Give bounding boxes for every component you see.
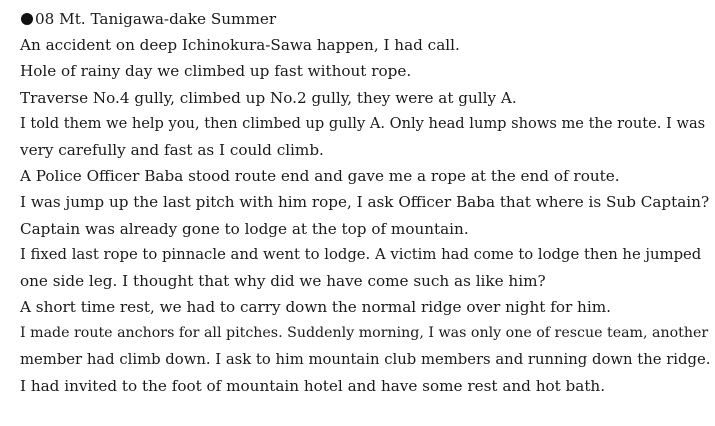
text-line: member had climb down. I ask to him mountain club members and running down the ridge.: [20, 350, 711, 368]
text-line: I told them we help you, then climbed up gully A. Only head lump shows me the route. I was: [20, 114, 706, 132]
text-line: very carefully and fast as I could climb.: [20, 141, 324, 160]
text-line: I made route anchors for all pitches. Suddenly morning, I was only one of rescue team, another: [20, 325, 709, 342]
text-line: I fixed last rope to pinnacle and went to lodge. A victim had come to lodge then he jumped: [20, 245, 702, 263]
document-body: [20, 6, 710, 399]
black-circle-icon: [21, 13, 33, 25]
text-line: I had invited to the foot of mountain hotel and have some rest and hot bath.: [20, 376, 606, 395]
text-line: I was jump up the last pitch with him rope, I ask Officer Baba that where is Sub Captain?: [20, 193, 710, 212]
text-line: Hole of rainy day we climbed up fast without rope.: [20, 62, 412, 81]
section-heading: [20, 6, 710, 32]
text-line: one side leg. I thought that why did we have come such as like him?: [20, 272, 546, 291]
section-heading-text: 08 Mt. Tanigawa-dake Summer: [35, 10, 277, 28]
text-line: Captain was already gone to lodge at the top of mountain.: [20, 219, 469, 238]
text-line: A short time rest, we had to carry down the normal ridge over night for him.: [20, 298, 611, 317]
text-line: An accident on deep Ichinokura-Sawa happen, I had call.: [20, 36, 460, 55]
text-line: Traverse No.4 gully, climbed up No.2 gully, they were at gully A.: [20, 88, 517, 107]
text-line: A Police Officer Baba stood route end and gave me a rope at the end of route.: [20, 167, 620, 186]
